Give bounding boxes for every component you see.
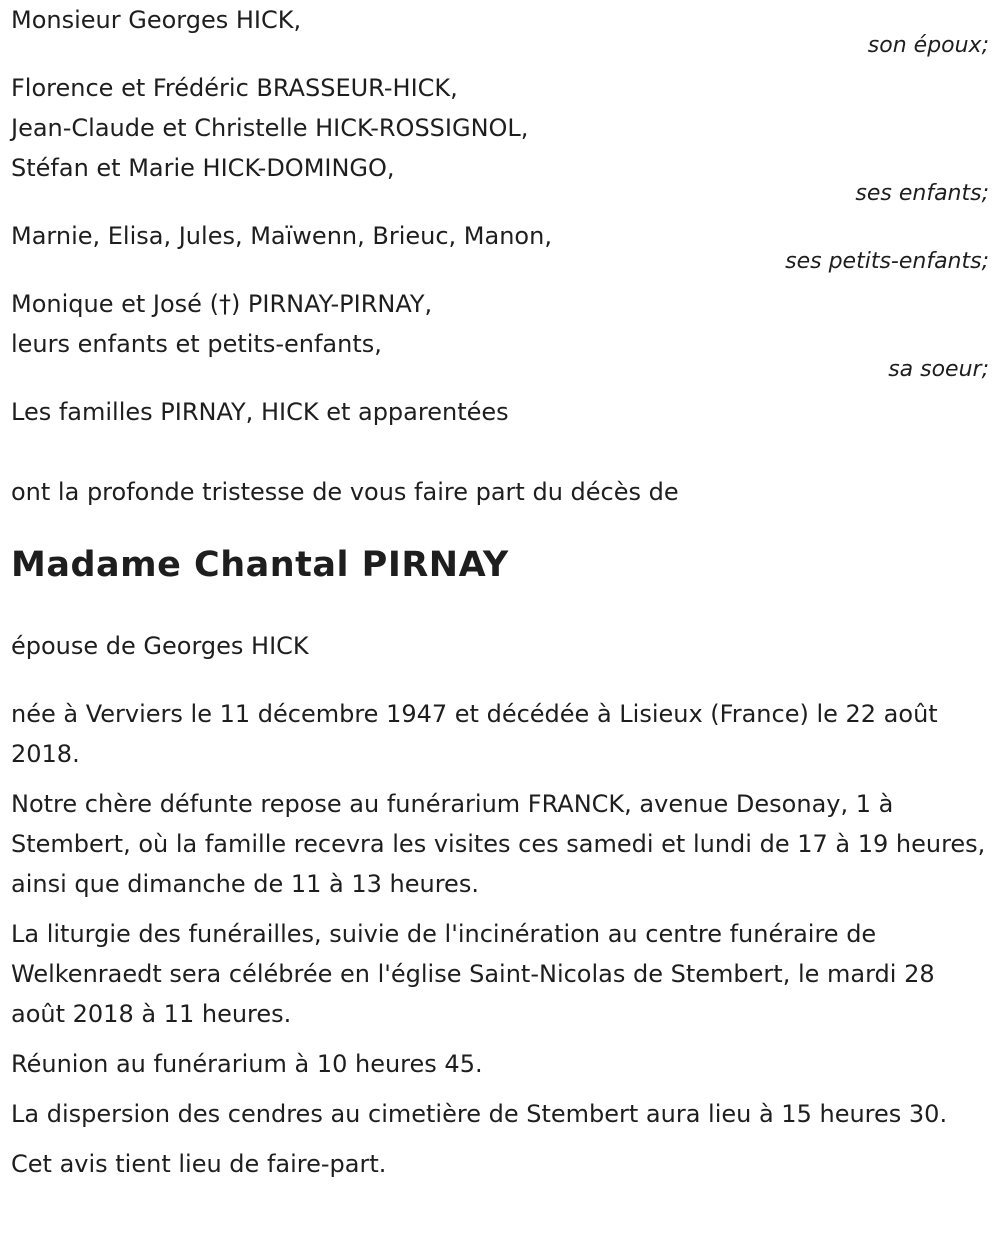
family-line: Stéfan et Marie HICK-DOMINGO,: [11, 154, 395, 182]
spacer: [11, 512, 990, 540]
relation-label: ses petits-enfants;: [785, 249, 989, 274]
deceased-name: Madame Chantal PIRNAY: [11, 545, 509, 585]
meeting-paragraph: Réunion au funérarium à 10 heures 45.: [11, 1050, 483, 1078]
birth-death-paragraph: née à Verviers le 11 décembre 1947 et décédée à Lisieux (France) le 22 août 2018.: [11, 700, 938, 768]
family-group-grandchildren: [11, 216, 990, 274]
spouse-line: épouse de Georges HICK: [11, 632, 309, 660]
spacer: [11, 432, 990, 472]
relation-label: ses enfants;: [855, 181, 989, 206]
family-line: Monique et José (†) PIRNAY-PIRNAY,: [11, 290, 433, 318]
closing-paragraph: Cet avis tient lieu de faire-part.: [11, 1150, 387, 1178]
family-line: Les familles PIRNAY, HICK et apparentées: [11, 398, 509, 426]
funeral-paragraph: La liturgie des funérailles, suivie de l'incinération au centre funéraire de Welkenraedt sera célébrée en l'église Saint-Nicolas de Stembert, le mardi 28 août 2018 à 11 heures.: [11, 920, 935, 1028]
family-line: Monsieur Georges HICK,: [11, 6, 302, 34]
family-group-families: [11, 392, 990, 432]
ashes-paragraph: La dispersion des cendres au cimetière de Stembert aura lieu à 15 heures 30.: [11, 1100, 948, 1128]
visitation-paragraph: Notre chère défunte repose au funérarium FRANCK, avenue Desonay, 1 à Stembert, où la famille recevra les visites ces samedi et lundi de 17 à 19 heures, ainsi que dimanche de 11 à 13 heures.: [11, 790, 986, 898]
announcement-intro: ont la profonde tristesse de vous faire part du décès de: [11, 478, 679, 506]
family-line: Florence et Frédéric BRASSEUR-HICK,: [11, 74, 458, 102]
spacer: [11, 666, 990, 694]
family-line: Marnie, Elisa, Jules, Maïwenn, Brieuc, Manon,: [11, 222, 552, 250]
family-group-spouse: [11, 0, 990, 58]
family-group-children: [11, 68, 990, 206]
family-line: leurs enfants et petits-enfants,: [11, 330, 382, 358]
relation-label: sa soeur;: [888, 357, 989, 382]
family-line: Jean-Claude et Christelle HICK-ROSSIGNOL,: [11, 114, 529, 142]
family-group-sister: [11, 284, 990, 382]
spacer: [11, 590, 990, 626]
relation-label: son époux;: [867, 33, 989, 58]
